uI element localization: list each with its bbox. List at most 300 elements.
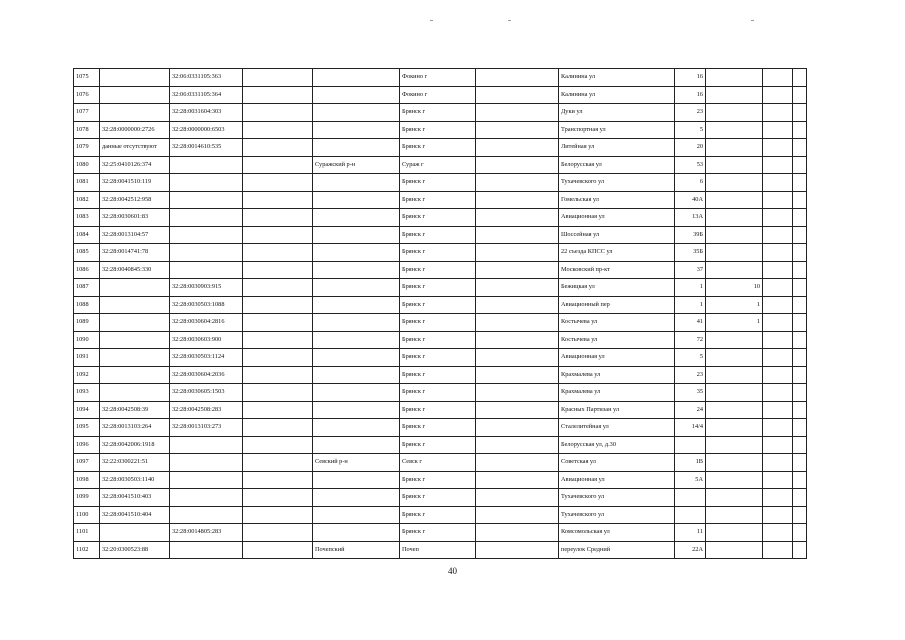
table-row — [74, 209, 807, 227]
cell-street: Авиационная ул — [559, 349, 675, 367]
cell-house-number: 20 — [675, 139, 706, 157]
cell-empty — [793, 366, 807, 384]
cell-building-number — [706, 524, 763, 542]
cell-street: Московский пр-кт — [559, 261, 675, 279]
cell-row-number: 1095 — [74, 419, 100, 437]
cell-empty — [793, 436, 807, 454]
cell-house-number: 39Б — [675, 226, 706, 244]
cell-locality: Фокино г — [400, 86, 476, 104]
cell-empty — [793, 86, 807, 104]
cell-empty — [476, 156, 559, 174]
cell-row-number: 1079 — [74, 139, 100, 157]
cell-cadastral-number: данные отсутствуют — [100, 139, 170, 157]
table-row — [74, 261, 807, 279]
cell-locality: Брянск г — [400, 209, 476, 227]
cell-empty — [793, 471, 807, 489]
cell-empty — [243, 331, 313, 349]
cell-empty — [793, 489, 807, 507]
cell-empty — [763, 209, 793, 227]
cell-empty — [793, 331, 807, 349]
cell-empty — [243, 524, 313, 542]
cell-building-cadastral-number: 32:28:0030604:2816 — [170, 314, 243, 332]
cell-locality: Брянск г — [400, 366, 476, 384]
cell-empty — [793, 506, 807, 524]
table-row — [74, 436, 807, 454]
cell-row-number: 1075 — [74, 69, 100, 87]
cell-building-number — [706, 261, 763, 279]
cell-building-number — [706, 121, 763, 139]
cell-empty — [476, 524, 559, 542]
cell-empty — [476, 174, 559, 192]
table-row — [74, 104, 807, 122]
cell-street: Транспортная ул — [559, 121, 675, 139]
cell-house-number — [675, 489, 706, 507]
cell-empty — [763, 419, 793, 437]
cell-street: Бежицкая ул — [559, 279, 675, 297]
cell-cadastral-number: 32:25:0410126:374 — [100, 156, 170, 174]
cell-house-number: 16 — [675, 86, 706, 104]
scan-artifact-mark — [508, 20, 511, 21]
cell-empty — [243, 191, 313, 209]
cell-empty — [476, 489, 559, 507]
cell-district — [313, 191, 400, 209]
cell-row-number: 1102 — [74, 541, 100, 559]
cell-cadastral-number — [100, 296, 170, 314]
cell-building-cadastral-number — [170, 454, 243, 472]
cell-empty — [243, 314, 313, 332]
cell-locality: Брянск г — [400, 104, 476, 122]
cell-locality: Брянск г — [400, 139, 476, 157]
cell-locality: Севск г — [400, 454, 476, 472]
cell-empty — [243, 296, 313, 314]
cell-cadastral-number — [100, 524, 170, 542]
cell-building-number — [706, 191, 763, 209]
cell-empty — [793, 69, 807, 87]
cell-building-cadastral-number — [170, 471, 243, 489]
cell-cadastral-number: 32:28:0040845:330 — [100, 261, 170, 279]
cell-empty — [243, 226, 313, 244]
cell-empty — [243, 384, 313, 402]
cell-empty — [763, 261, 793, 279]
cell-house-number: 23 — [675, 104, 706, 122]
cell-street: Авиационный пер — [559, 296, 675, 314]
cell-building-number — [706, 489, 763, 507]
cell-building-number — [706, 401, 763, 419]
cell-building-cadastral-number: 32:28:0013103:273 — [170, 419, 243, 437]
cell-building-number: 1 — [706, 314, 763, 332]
cell-street: Тухачевского ул — [559, 174, 675, 192]
table-row — [74, 331, 807, 349]
cell-street: Калинина ул — [559, 86, 675, 104]
table-row — [74, 156, 807, 174]
cell-empty — [763, 139, 793, 157]
cell-empty — [763, 384, 793, 402]
cell-cadastral-number — [100, 314, 170, 332]
cell-row-number: 1089 — [74, 314, 100, 332]
cell-empty — [793, 191, 807, 209]
cell-building-number — [706, 506, 763, 524]
cell-cadastral-number: 32:28:0041510:403 — [100, 489, 170, 507]
cell-district — [313, 104, 400, 122]
cell-locality: Брянск г — [400, 436, 476, 454]
cell-empty — [763, 436, 793, 454]
cell-building-number — [706, 419, 763, 437]
cell-empty — [763, 331, 793, 349]
cell-building-cadastral-number: 32:06:0331105:363 — [170, 69, 243, 87]
cell-house-number — [675, 436, 706, 454]
cell-street: Белорусская ул, д.30 — [559, 436, 675, 454]
cell-row-number: 1085 — [74, 244, 100, 262]
cell-empty — [243, 174, 313, 192]
cell-house-number: 1 — [675, 279, 706, 297]
cell-empty — [476, 401, 559, 419]
cell-empty — [243, 471, 313, 489]
cell-house-number: 6 — [675, 174, 706, 192]
cell-empty — [763, 174, 793, 192]
table-row — [74, 121, 807, 139]
cell-row-number: 1078 — [74, 121, 100, 139]
cell-house-number: 23 — [675, 366, 706, 384]
cell-locality: Брянск г — [400, 296, 476, 314]
cell-empty — [476, 279, 559, 297]
cell-cadastral-number — [100, 384, 170, 402]
cell-row-number: 1092 — [74, 366, 100, 384]
table-row — [74, 419, 807, 437]
cell-locality: Брянск г — [400, 244, 476, 262]
table-row — [74, 384, 807, 402]
cell-house-number: 5 — [675, 121, 706, 139]
cell-locality: Брянск г — [400, 401, 476, 419]
cell-district — [313, 419, 400, 437]
cell-building-number — [706, 156, 763, 174]
cell-empty — [476, 541, 559, 559]
cell-building-cadastral-number: 32:28:0014610:535 — [170, 139, 243, 157]
cell-district: Севский р-н — [313, 454, 400, 472]
cell-building-cadastral-number: 32:28:0031604:303 — [170, 104, 243, 122]
cell-cadastral-number: 32:28:0041510:404 — [100, 506, 170, 524]
cell-house-number: 35Б — [675, 244, 706, 262]
cell-row-number: 1076 — [74, 86, 100, 104]
cell-building-cadastral-number: 32:28:0030503:1088 — [170, 296, 243, 314]
cell-empty — [476, 261, 559, 279]
cell-house-number: 11 — [675, 524, 706, 542]
cell-house-number: 22А — [675, 541, 706, 559]
cell-building-cadastral-number: 32:28:0030604:2036 — [170, 366, 243, 384]
cell-cadastral-number: 32:28:0013104:57 — [100, 226, 170, 244]
cell-building-cadastral-number — [170, 209, 243, 227]
cell-cadastral-number: 32:28:0042006:1918 — [100, 436, 170, 454]
cell-building-cadastral-number — [170, 436, 243, 454]
cell-empty — [793, 104, 807, 122]
cell-cadastral-number: 32:28:0042512:958 — [100, 191, 170, 209]
table-row — [74, 191, 807, 209]
table-row — [74, 366, 807, 384]
cell-locality: Почеп — [400, 541, 476, 559]
cell-district — [313, 366, 400, 384]
cell-cadastral-number: 32:20:0300523:88 — [100, 541, 170, 559]
cell-empty — [476, 244, 559, 262]
cell-locality: Брянск г — [400, 314, 476, 332]
cell-empty — [763, 524, 793, 542]
cell-locality: Брянск г — [400, 349, 476, 367]
cell-empty — [476, 296, 559, 314]
cell-building-number — [706, 209, 763, 227]
cell-empty — [793, 349, 807, 367]
table-row — [74, 296, 807, 314]
cell-empty — [763, 506, 793, 524]
cell-empty — [793, 261, 807, 279]
cell-street: Авиационная ул — [559, 209, 675, 227]
cell-district: Суражский р-н — [313, 156, 400, 174]
cell-building-cadastral-number — [170, 244, 243, 262]
cell-house-number: 24 — [675, 401, 706, 419]
cell-row-number: 1086 — [74, 261, 100, 279]
cell-row-number: 1088 — [74, 296, 100, 314]
cell-building-number — [706, 174, 763, 192]
cell-empty — [476, 209, 559, 227]
table-row — [74, 314, 807, 332]
cell-building-number — [706, 436, 763, 454]
cell-empty — [793, 279, 807, 297]
cell-house-number: 14/4 — [675, 419, 706, 437]
cell-house-number: 1В — [675, 454, 706, 472]
cell-cadastral-number — [100, 279, 170, 297]
cell-street: переулок Средний — [559, 541, 675, 559]
cell-building-cadastral-number — [170, 489, 243, 507]
cell-building-number: 1 — [706, 296, 763, 314]
cell-empty — [793, 454, 807, 472]
cell-empty — [763, 156, 793, 174]
cell-building-number — [706, 86, 763, 104]
cell-cadastral-number — [100, 331, 170, 349]
cell-empty — [763, 471, 793, 489]
cell-empty — [243, 454, 313, 472]
cell-district — [313, 139, 400, 157]
cell-empty — [793, 156, 807, 174]
table-row — [74, 401, 807, 419]
cell-empty — [763, 121, 793, 139]
cell-empty — [476, 314, 559, 332]
cell-locality: Брянск г — [400, 506, 476, 524]
table-row — [74, 86, 807, 104]
cell-row-number: 1080 — [74, 156, 100, 174]
cell-street: Тухачевского ул — [559, 506, 675, 524]
cell-street: Комсомольская ул — [559, 524, 675, 542]
cell-empty — [243, 121, 313, 139]
cell-empty — [763, 314, 793, 332]
cell-district — [313, 314, 400, 332]
cell-empty — [476, 226, 559, 244]
cell-empty — [243, 69, 313, 87]
cell-street: 22 съезда КПСС ул — [559, 244, 675, 262]
cell-empty — [476, 436, 559, 454]
cell-locality: Брянск г — [400, 279, 476, 297]
cell-district — [313, 349, 400, 367]
cell-house-number: 72 — [675, 331, 706, 349]
cell-building-cadastral-number: 32:28:0042508:283 — [170, 401, 243, 419]
cell-empty — [476, 384, 559, 402]
cell-district — [313, 209, 400, 227]
cell-building-number — [706, 471, 763, 489]
cell-locality: Брянск г — [400, 384, 476, 402]
cell-empty — [476, 471, 559, 489]
cell-row-number: 1082 — [74, 191, 100, 209]
cell-empty — [476, 121, 559, 139]
cell-empty — [476, 366, 559, 384]
cell-building-cadastral-number — [170, 226, 243, 244]
cell-empty — [243, 401, 313, 419]
cell-locality: Брянск г — [400, 261, 476, 279]
cell-empty — [243, 209, 313, 227]
cell-empty — [476, 86, 559, 104]
cell-building-number — [706, 331, 763, 349]
cell-house-number: 1 — [675, 296, 706, 314]
cell-row-number: 1097 — [74, 454, 100, 472]
cell-building-number — [706, 384, 763, 402]
cell-building-number — [706, 349, 763, 367]
cell-street: Сталелитейная ул — [559, 419, 675, 437]
cell-cadastral-number: 32:28:0030503:1140 — [100, 471, 170, 489]
table-row — [74, 244, 807, 262]
cell-building-number — [706, 454, 763, 472]
table-row — [74, 174, 807, 192]
cell-empty — [793, 174, 807, 192]
cell-building-cadastral-number — [170, 506, 243, 524]
cell-row-number: 1084 — [74, 226, 100, 244]
cell-empty — [243, 244, 313, 262]
cell-house-number: 53 — [675, 156, 706, 174]
cell-house-number: 40А — [675, 191, 706, 209]
cell-row-number: 1101 — [74, 524, 100, 542]
cell-house-number: 13А — [675, 209, 706, 227]
cell-locality: Сураж г — [400, 156, 476, 174]
cell-district — [313, 244, 400, 262]
cell-street: Белорусская ул — [559, 156, 675, 174]
cell-empty — [243, 506, 313, 524]
cell-street: Дуки ул — [559, 104, 675, 122]
cell-cadastral-number — [100, 349, 170, 367]
cell-building-cadastral-number: 32:28:0000000:6503 — [170, 121, 243, 139]
cell-empty — [793, 226, 807, 244]
cell-district: Почепский — [313, 541, 400, 559]
cell-empty — [243, 366, 313, 384]
cell-street: Красных Партизан ул — [559, 401, 675, 419]
cell-empty — [476, 506, 559, 524]
cell-empty — [763, 104, 793, 122]
cell-cadastral-number — [100, 104, 170, 122]
cell-empty — [793, 401, 807, 419]
registry-table — [73, 68, 807, 559]
cell-street: Тухачевского ул — [559, 489, 675, 507]
cell-empty — [763, 279, 793, 297]
cell-building-cadastral-number — [170, 174, 243, 192]
cell-building-number — [706, 69, 763, 87]
cell-empty — [243, 86, 313, 104]
cell-building-cadastral-number — [170, 156, 243, 174]
cell-empty — [243, 156, 313, 174]
cell-street: Шоссейная ул — [559, 226, 675, 244]
cell-row-number: 1077 — [74, 104, 100, 122]
cell-empty — [763, 86, 793, 104]
cell-empty — [793, 314, 807, 332]
cell-empty — [243, 489, 313, 507]
cell-street: Костычева ул — [559, 314, 675, 332]
cell-empty — [243, 349, 313, 367]
cell-street: Литейная ул — [559, 139, 675, 157]
cell-house-number: 37 — [675, 261, 706, 279]
cell-cadastral-number: 32:28:0041510:119 — [100, 174, 170, 192]
cell-district — [313, 226, 400, 244]
cell-house-number: 41 — [675, 314, 706, 332]
cell-cadastral-number: 32:28:0030601:83 — [100, 209, 170, 227]
table-body — [74, 69, 807, 559]
table-row — [74, 226, 807, 244]
cell-empty — [243, 541, 313, 559]
cell-district — [313, 331, 400, 349]
cell-building-number: 10 — [706, 279, 763, 297]
cell-house-number: 5 — [675, 349, 706, 367]
cell-row-number: 1099 — [74, 489, 100, 507]
table-row — [74, 524, 807, 542]
cell-empty — [243, 104, 313, 122]
cell-district — [313, 279, 400, 297]
cell-district — [313, 524, 400, 542]
cell-district — [313, 86, 400, 104]
table-row — [74, 489, 807, 507]
cell-row-number: 1083 — [74, 209, 100, 227]
cell-empty — [476, 419, 559, 437]
cell-empty — [793, 121, 807, 139]
cell-empty — [476, 139, 559, 157]
cell-street: Гомельская ул — [559, 191, 675, 209]
table-row — [74, 506, 807, 524]
cell-locality: Брянск г — [400, 331, 476, 349]
cell-empty — [763, 191, 793, 209]
cell-street: Авиационная ул — [559, 471, 675, 489]
cell-empty — [793, 139, 807, 157]
table-row — [74, 139, 807, 157]
cell-empty — [763, 366, 793, 384]
cell-cadastral-number: 32:28:0013103:264 — [100, 419, 170, 437]
cell-house-number: 16 — [675, 69, 706, 87]
cell-empty — [793, 419, 807, 437]
cell-street: Советская ул — [559, 454, 675, 472]
cell-district — [313, 506, 400, 524]
table-row — [74, 541, 807, 559]
cell-empty — [763, 226, 793, 244]
cell-locality: Брянск г — [400, 174, 476, 192]
table-row — [74, 279, 807, 297]
cell-empty — [763, 541, 793, 559]
cell-row-number: 1094 — [74, 401, 100, 419]
cell-empty — [793, 296, 807, 314]
cell-house-number: 5А — [675, 471, 706, 489]
cell-empty — [476, 349, 559, 367]
cell-row-number: 1091 — [74, 349, 100, 367]
cell-empty — [243, 436, 313, 454]
cell-locality: Брянск г — [400, 226, 476, 244]
cell-cadastral-number: 32:28:0042508:39 — [100, 401, 170, 419]
cell-cadastral-number — [100, 69, 170, 87]
cell-district — [313, 436, 400, 454]
cell-row-number: 1096 — [74, 436, 100, 454]
cell-district — [313, 261, 400, 279]
cell-building-cadastral-number: 32:28:0030603:900 — [170, 331, 243, 349]
table-row — [74, 454, 807, 472]
cell-locality: Брянск г — [400, 191, 476, 209]
cell-building-cadastral-number: 32:28:0030503:1124 — [170, 349, 243, 367]
cell-empty — [763, 349, 793, 367]
